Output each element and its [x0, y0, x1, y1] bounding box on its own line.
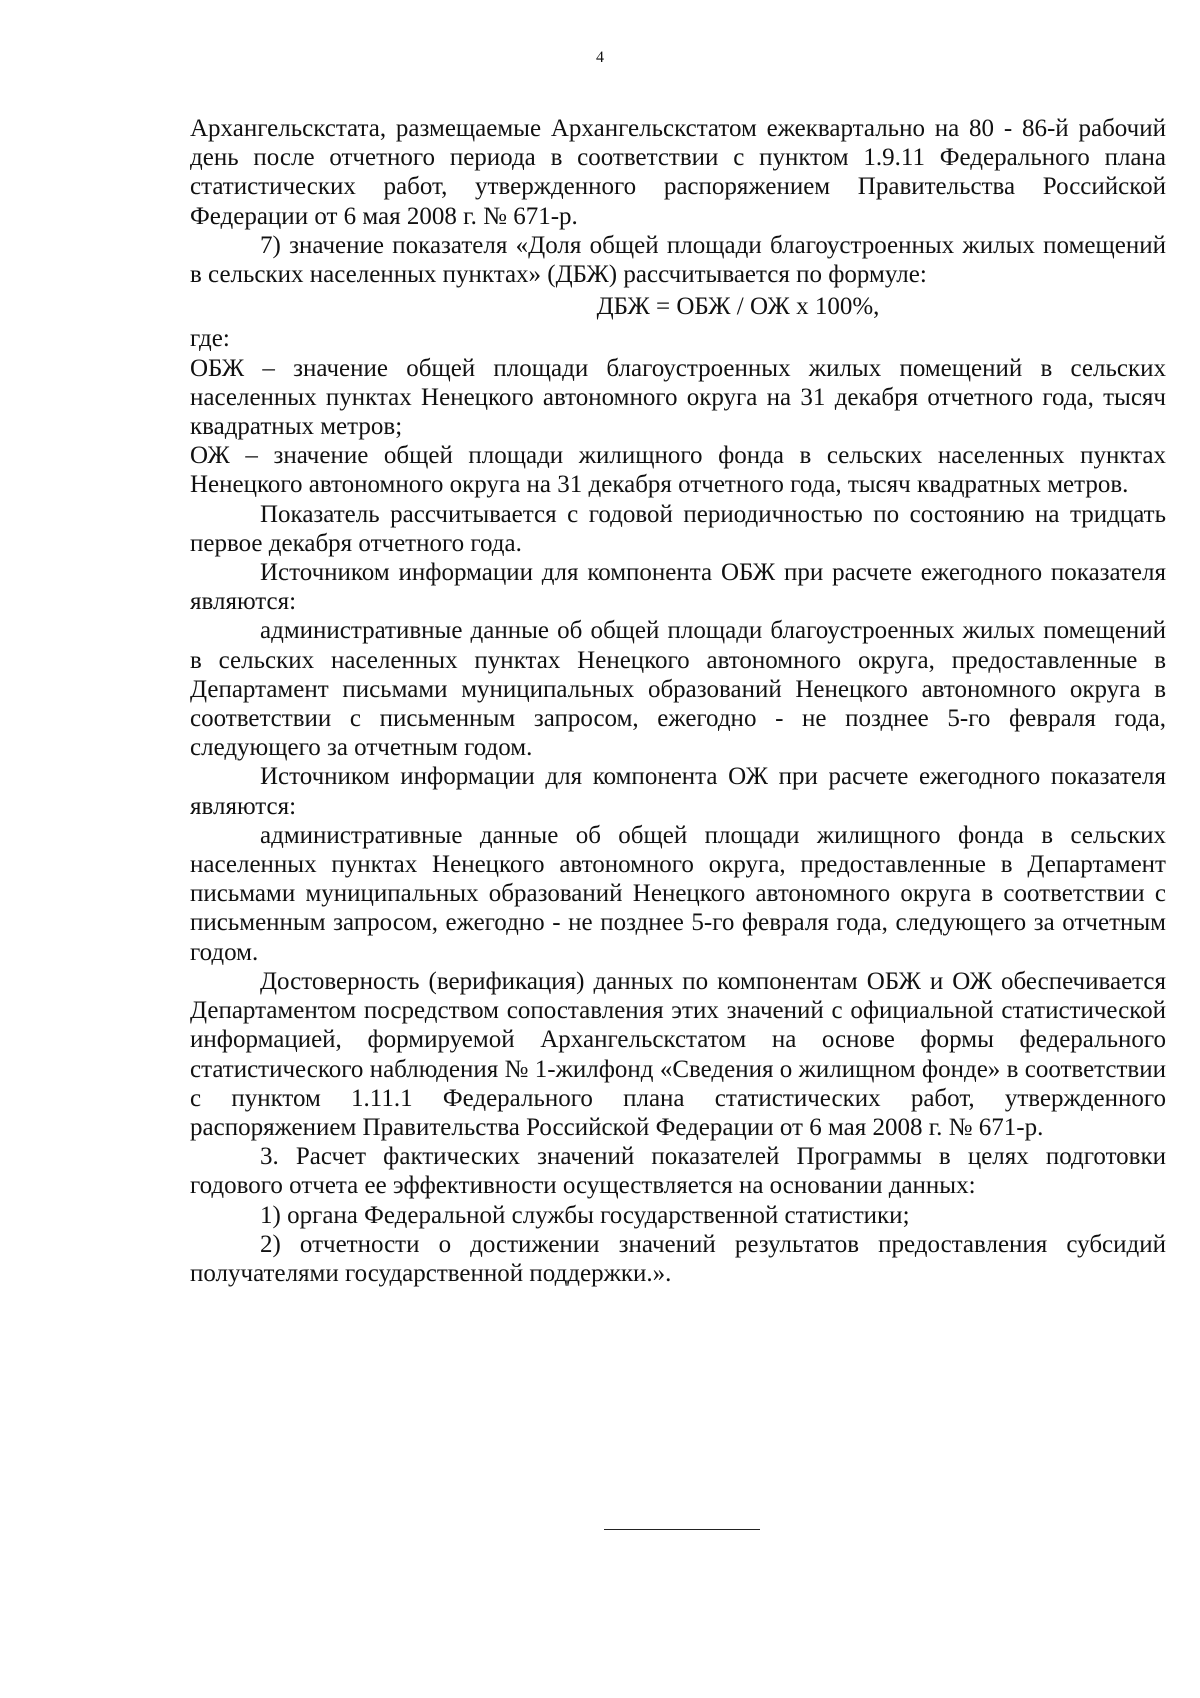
paragraph-section-3: 3. Расчет фактических значений показателей Программы в целях подготовки годового отчета ее эффективности осуществляется на основании данных: — [190, 1143, 1166, 1200]
paragraph-source-ozh-intro: Источником информации для компонента ОЖ при расчете ежегодного показателя являются: — [190, 763, 1166, 820]
definition-obzh: ОБЖ – значение общей площади благоустроенных жилых помещений в сельских населенных пунктах Ненецкого автономного округа на 31 декабря отчетного года, тысяч квадратных метров; — [190, 354, 1166, 441]
page-number: 4 — [596, 49, 604, 66]
where-label: где: — [190, 325, 230, 353]
formula: ДБЖ = ОБЖ / ОЖ х 100%, — [596, 293, 880, 321]
paragraph-source-continuation: Архангельскстата, размещаемые Архангельскстатом ежеквартально на 80 - 86-й рабочий день после отчетного периода в соответствии с пунктом 1.9.11 Федерального плана статистических работ, утвержденного распоряжением Правительства Российской Федерации от 6 мая 2008 г. № 671-р. — [190, 115, 1166, 230]
paragraph-indicator-7: 7) значение показателя «Доля общей площади благоустроенных жилых помещений в сельских населенных пунктах» (ДБЖ) рассчитывается по формуле: — [190, 231, 1166, 289]
paragraph-verification: Достоверность (верификация) данных по компонентам ОБЖ и ОЖ обеспечивается Департаментом посредством сопоставления этих значений с официальной статистической информацией, формируемой Архангельскстатом на основе формы федерального статистического наблюдения № 1-жилфонд «Сведения о жилищном фонде» в соответствии с пунктом 1.11.1 Федерального плана статистических работ, утвержденного распоряжением Правительства Российской Федерации от 6 мая 2008 г. № 671-р. — [190, 967, 1166, 1141]
paragraph-periodicity: Показатель рассчитывается с годовой периодичностью по состоянию на тридцать первое декабря отчетного года. — [190, 500, 1166, 557]
paragraph-source-obzh-intro: Источником информации для компонента ОБЖ при расчете ежегодного показателя являются: — [190, 559, 1166, 616]
list-item-1: 1) органа Федеральной службы государственной статистики; — [260, 1201, 910, 1229]
end-divider-line — [604, 1529, 760, 1530]
paragraph-source-ozh-data: административные данные об общей площади жилищного фонда в сельских населенных пунктах Ненецкого автономного округа, предоставленные в Департамент письмами муниципальных образований Ненецкого автономного округа в соответствии с письменным запросом, ежегодно - не позднее 5-го февраля года, следующего за отчетным годом. — [190, 821, 1166, 966]
paragraph-source-obzh-data: административные данные об общей площади благоустроенных жилых помещений в сельских населенных пунктах Ненецкого автономного округа, предоставленные в Департамент письмами муниципальных образований Ненецкого автономного округа в соответствии с письменным запросом, ежегодно - не позднее 5-го февраля года, следующего за отчетным годом. — [190, 617, 1166, 762]
definition-ozh: ОЖ – значение общей площади жилищного фонда в сельских населенных пунктах Ненецкого автономного округа на 31 декабря отчетного года, тысяч квадратных метров. — [190, 442, 1166, 499]
list-item-2: 2) отчетности о достижении значений результатов предоставления субсидий получателями государственной поддержки.». — [190, 1230, 1166, 1287]
document-body — [190, 114, 1166, 1288]
